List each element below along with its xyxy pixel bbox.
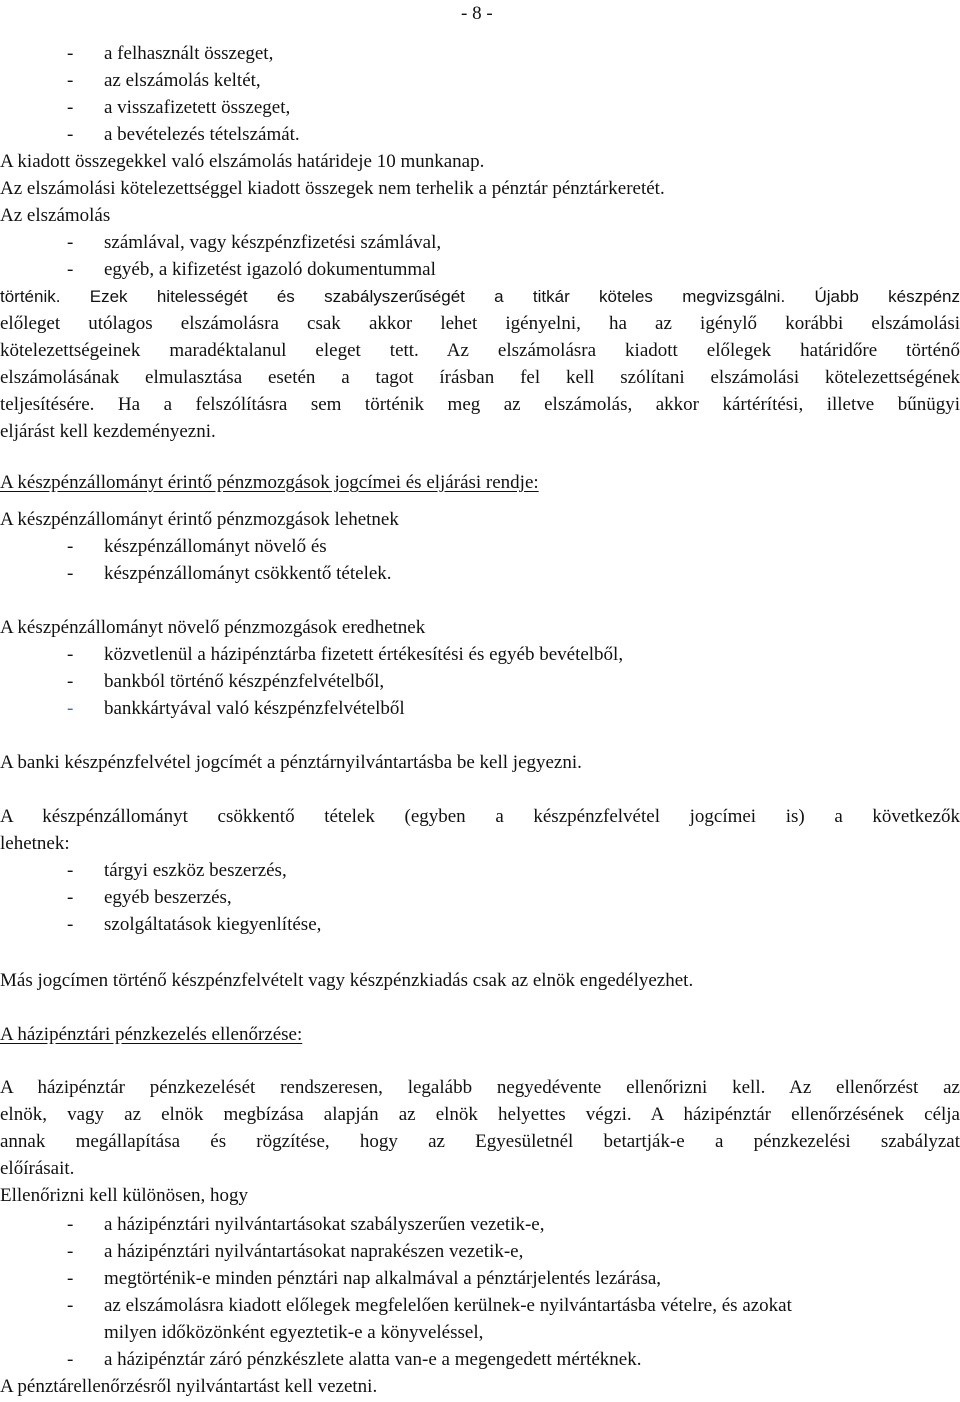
list-marker: - [67, 698, 74, 719]
paragraph-decrease-intro: A készpénzállományt csökkentő tételek (egyben a készpénzfelvétel jogcímei is) a következők [0, 806, 960, 827]
paragraph-occurs-line: előleget utólagos elszámolásra csak akkor lehet igényelni, ha az igénylő korábbi elszámolási [0, 313, 960, 334]
list-marker: - [67, 1241, 74, 1262]
page-number: - 8 - [461, 3, 493, 24]
heading-control: A házipénztári pénzkezelés ellenőrzése: [0, 1024, 303, 1045]
paragraph-control-line: előírásait. [0, 1158, 75, 1179]
list-marker: - [67, 232, 74, 253]
paragraph-final: A pénztárellenőrzésről nyilvántartást kell vezetni. [0, 1376, 378, 1397]
list-marker: - [67, 97, 74, 118]
list-marker: - [67, 70, 74, 91]
paragraph-movements-intro: A készpénzállományt érintő pénzmozgások lehetnek [0, 509, 399, 530]
list-marker: - [67, 1295, 74, 1316]
heading-cash-movements: A készpénzállományt érintő pénzmozgások jogcímei és eljárási rendje: [0, 472, 539, 493]
paragraph-deadline: A kiadott összegekkel való elszámolás határideje 10 munkanap. [0, 151, 485, 172]
list-marker: - [67, 644, 74, 665]
paragraph-occurs-line: eljárást kell kezdeményezni. [0, 421, 216, 442]
list-marker: - [67, 536, 74, 557]
paragraph-bank-withdrawal: A banki készpénzfelvétel jogcímét a pénztárnyilvántartásba be kell jegyezni. [0, 752, 582, 773]
list-marker: - [67, 914, 74, 935]
list-marker: - [67, 259, 74, 280]
paragraph-increase-intro: A készpénzállományt növelő pénzmozgások eredhetnek [0, 617, 426, 638]
list-marker: - [67, 563, 74, 584]
paragraph-limit: Az elszámolási kötelezettséggel kiadott összegek nem terhelik a pénztár pénztárkeretét. [0, 178, 665, 199]
paragraph-control-line: elnök, vagy az elnök megbízása alapján az elnök helyettes végzi. A házipénztár ellenőrzésének célja [0, 1104, 960, 1125]
list-marker: - [67, 1268, 74, 1289]
list-marker: - [67, 860, 74, 881]
paragraph-control-line: A házipénztár pénzkezelését rendszeresen, legalább negyedévente ellenőrizni kell. Az ellenőrzést az [0, 1077, 960, 1098]
paragraph-occurs-line: elszámolásának elmulasztása esetén a tagot írásban fel kell szólítani elszámolási kötelezettségének [0, 367, 960, 388]
list-marker: - [67, 43, 74, 64]
paragraph-occurs-line: teljesítésére. Ha a felszólításra sem történik meg az elszámolás, akkor kártérítési, illetve bűnügyi [0, 394, 960, 415]
paragraph-occurs-line: történik. Ezek hitelességét és szabályszerűségét a titkár köteles megvizsgálni. Újabb készpénz [0, 287, 960, 306]
paragraph-other-title: Más jogcímen történő készpénzfelvételt vagy készpénzkiadás csak az elnök engedélyezhet. [0, 970, 694, 991]
list-marker: - [67, 671, 74, 692]
paragraph-decrease-intro: lehetnek: [0, 833, 70, 854]
paragraph-settlement-intro: Az elszámolás [0, 205, 111, 226]
list-marker: - [67, 124, 74, 145]
list-marker: - [67, 1349, 74, 1370]
list-marker: - [67, 1214, 74, 1235]
paragraph-occurs-line: kötelezettségeinek maradéktalanul eleget tett. Az elszámolásra kiadott előlegek határidőre történő [0, 340, 960, 361]
paragraph-control-line: annak megállapítása és rögzítése, hogy az Egyesületnél betartják-e a pénzkezelési szabályzat [0, 1131, 960, 1152]
list-marker: - [67, 887, 74, 908]
paragraph-check-intro: Ellenőrizni kell különösen, hogy [0, 1185, 249, 1206]
